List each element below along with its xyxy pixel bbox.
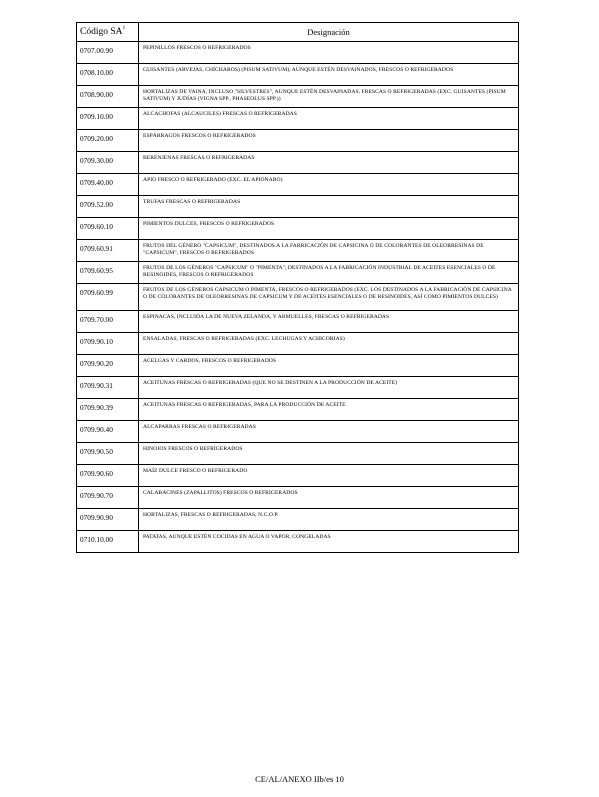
table-row [77,108,519,130]
designation-cell: CALABACINES (ZAPALLITOS) FRESCOS O REFRIGERADOS [139,487,519,509]
table-row [77,240,519,262]
table-row [77,311,519,333]
tariff-code-table [76,22,519,553]
table-row [77,262,519,284]
table-row [77,465,519,487]
table-row [77,333,519,355]
designation-cell: HINOJOS FRESCOS O REFRIGERADOS [139,443,519,465]
table-row [77,443,519,465]
hs-code-cell: 0709.20.00 [77,130,139,152]
designation-cell: ACEITUNAS FRESCAS O REFRIGERADAS, PARA LA PRODUCCIÓN DE ACEITE [139,399,519,421]
table-row [77,130,519,152]
hs-code-cell: 0709.90.50 [77,443,139,465]
designation-cell: ESPINACAS, INCLUIDA LA DE NUEVA ZELANDA, Y ARMUELLES, FRESCAS O REFRIGERADAS [139,311,519,333]
hs-code-cell: 0709.60.99 [77,284,139,311]
designation-cell: BERENJENAS FRESCAS O REFRIGERADAS [139,152,519,174]
header-code-label: Código SA [80,27,123,37]
hs-code-cell: 0709.60.95 [77,262,139,284]
designation-cell: ACELGAS Y CARDOS, FRESCOS O REFRIGERADOS [139,355,519,377]
page-footer-reference: CE/AL/ANEXO IIb/es 10 [255,774,344,784]
table-row [77,531,519,553]
hs-code-cell: 0709.90.31 [77,377,139,399]
header-code-footnote-mark: 1 [122,24,126,31]
table-body [77,42,519,553]
hs-code-cell: 0709.90.20 [77,355,139,377]
hs-code-cell: 0709.52.00 [77,196,139,218]
hs-code-cell: 0708.90.00 [77,86,139,108]
designation-cell: ESPÁRRAGOS FRESCOS O REFRIGERADOS [139,130,519,152]
table-row [77,42,519,64]
hs-code-cell: 0709.90.90 [77,509,139,531]
table-row [77,152,519,174]
designation-cell: HORTALIZAS, FRESCAS O REFRIGERADAS, N.C.O.P. [139,509,519,531]
designation-cell: ENSALADAS, FRESCAS O REFRIGERADAS (EXC. LECHUGAS Y ACHICORIAS) [139,333,519,355]
hs-code-cell: 0709.90.40 [77,421,139,443]
table-row [77,399,519,421]
table-row [77,377,519,399]
hs-code-cell: 0708.10.00 [77,64,139,86]
hs-code-cell: 0709.70.00 [77,311,139,333]
designation-cell: PATATAS, AUNQUE ESTÉN COCIDAS EN AGUA O VAPOR, CONGELADAS [139,531,519,553]
hs-code-cell: 0709.90.39 [77,399,139,421]
header-code [77,23,139,42]
hs-code-cell: 0709.10.00 [77,108,139,130]
designation-cell: FRUTOS DE LOS GÉNEROS "CAPSICUM" O "PIMENTA", DESTINADOS A LA FABRICACIÓN INDUSTRIAL DE ACEITES ESENCIALES O DE RESINOIDES, FRESCOS O REFRIGERADOS [139,262,519,284]
header-designation: Designación [139,23,519,42]
designation-cell: PIMIENTOS DULCES, FRESCOS O REFRIGERADOS [139,218,519,240]
designation-cell: FRUTOS DEL GÉNERO "CAPSICUM", DESTINADOS A LA FABRICACIÓN DE CAPSICINA O DE COLORANTES DE OLEORRESINAS DE "CAPSICUM", FRESCOS O REFRIGERADOS [139,240,519,262]
designation-cell: ALCAPARRAS FRESCAS O REFRIGERADAS [139,421,519,443]
hs-code-cell: 0709.40.00 [77,174,139,196]
table-row [77,284,519,311]
hs-code-cell: 0709.90.10 [77,333,139,355]
designation-cell: GUISANTES (ARVEJAS, CHÍCHAROS) (PISUM SATIVUM), AUNQUE ESTÉN DESVAINADOS, FRESCOS O REFRIGERADOS [139,64,519,86]
table-row [77,509,519,531]
hs-code-cell: 0709.90.60 [77,465,139,487]
designation-cell: APIO FRESCO O REFRIGERADO (EXC. EL APIONABO) [139,174,519,196]
designation-cell: HORTALIZAS DE VAINA, INCLUSO "SILVESTRES", AUNQUE ESTÉN DESVAINADAS, FRESCAS O REFRIGERADAS (EXC. GUISANTES (PISUM SATIVUM) Y JUDÍAS (VIGNA SPP., PHASEOLUS SPP.)) [139,86,519,108]
designation-cell: MAÍZ DULCE FRESCO O REFRIGERADO [139,465,519,487]
designation-cell: ALCACHOFAS (ALCAUCILES) FRESCAS O REFRIGERADAS [139,108,519,130]
designation-cell: PEPINILLOS FRESCOS O REFRIGERADOS [139,42,519,64]
table-row [77,218,519,240]
hs-code-cell: 0709.60.91 [77,240,139,262]
hs-code-cell: 0709.90.70 [77,487,139,509]
table-row [77,64,519,86]
table-row [77,86,519,108]
hs-code-cell: 0709.60.10 [77,218,139,240]
hs-code-cell: 0710.10.00 [77,531,139,553]
designation-cell: ACEITUNAS FRESCAS O REFRIGERADAS (QUE NO SE DESTINEN A LA PRODUCCIÓN DE ACEITE) [139,377,519,399]
table-row [77,487,519,509]
hs-code-cell: 0707.00.90 [77,42,139,64]
table-header-row [77,23,519,42]
table-row [77,196,519,218]
table-row [77,421,519,443]
hs-code-cell: 0709.30.00 [77,152,139,174]
designation-cell: FRUTOS DE LOS GÉNEROS CAPSICUM O PIMENTA, FRESCOS O REFRIGERADOS (EXC. LOS DESTINADOS A LA FABRICACIÓN DE CAPSICINA O DE COLORANTES DE OLEORRESINAS DE CAPSICUM Y DE ACEITES ESENCIALES O DE RESINOIDES, ASÍ COMO PIMIENTOS DULCES) [139,284,519,311]
table-row [77,174,519,196]
designation-cell: TRUFAS FRESCAS O REFRIGERADAS [139,196,519,218]
table-row [77,355,519,377]
